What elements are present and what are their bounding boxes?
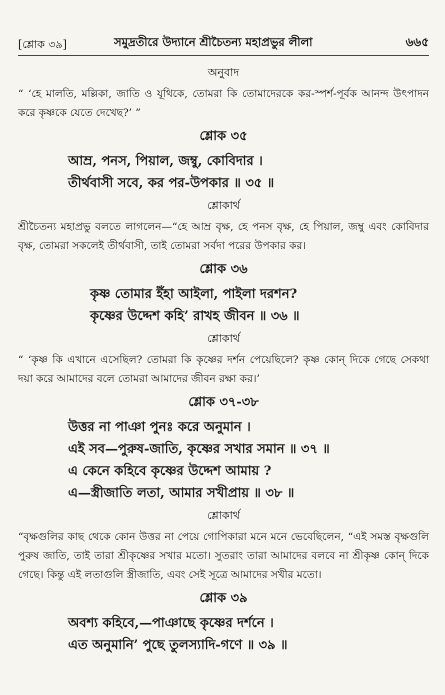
verse-heading: শ্লোক ৩৯ — [199, 591, 248, 606]
page-header — [18, 34, 429, 52]
section-label: শ্লোকার্থ — [207, 199, 240, 212]
page-number: ৬৬৫ — [405, 35, 429, 49]
translation-paragraph: শ্রীচৈতন্য মহাপ্রভু বলতে লাগলেন—“হে আম্র বৃক্ষ, হে পনস বৃক্ষ, হে পিয়াল, জম্বু এবং কোবিদার বৃক্ষ, তোমরা সকলেই তীর্থবাসী, তাই তোমরা সর্বদা পরের উপকার কর। — [18, 221, 429, 252]
translation-paragraph: “ ‘হে মালতি, মল্লিকা, জাতি ও যূথিকে, তোমরা কি তোমাদেরকে কর-স্পর্শ-পূর্বক আনন্দ উৎপাদন করে কৃষ্ণকে যেতে দেখেছ?’ ” — [18, 88, 429, 119]
section-label: অনুবাদ — [207, 66, 240, 79]
verse-line: এত অনুমানি’ পুছে তুলস্যাদি-গণে ॥ ৩৯ ॥ — [68, 638, 288, 653]
verse-line: তীর্থবাসী সবে, কর পর-উপকার ॥ ৩৫ ॥ — [68, 176, 275, 191]
verse-line: অবশ্য কহিবে,—পাঞাছে কৃষ্ণের দর্শনে । — [68, 616, 274, 631]
verse-line: উত্তর না পাঞা পুনঃ করে অনুমান । — [68, 420, 251, 435]
verse-heading: শ্লোক ৩৫ — [199, 129, 248, 144]
verse-heading: শ্লোক ৩৬ — [199, 262, 248, 277]
verse-line: কৃষ্ণ তোমার ইঁহা আইলা, পাইলা দরশন? — [90, 287, 298, 302]
translation-paragraph: “বৃক্ষগুলির কাছ থেকে কোন উত্তর না পেয়ে গোপিকারা মনে মনে ভেবেছিলেন, “এই সমস্ত বৃক্ষগুলি পুরুষ জাতি, তাই তারা শ্রীকৃষ্ণের সখার মতো। সুতরাং তারা আমাদের বলবে না শ্রীকৃষ্ণ কোন্ দিকে গেছে। কিন্তু এই লতাগুলি স্ত্রীজাতি, এবং সেই সূত্রে আমাদের সখীর মতো। — [18, 531, 429, 581]
section-label: শ্লোকার্থ — [207, 509, 240, 522]
verse-heading: শ্লোক ৩৭-৩৮ — [188, 395, 259, 410]
verse-line: এ কেনে কহিবে কৃষ্ণের উদ্দেশ আমায় ? — [68, 464, 272, 479]
section-label: শ্লোকার্থ — [207, 332, 240, 345]
running-title: সমুদ্রতীরে উদ্যানে শ্রীচৈতন্য মহাপ্রভুর লীলা — [114, 35, 313, 49]
verse-line: এ—স্ত্রীজাতি লতা, আমার সখীপ্রায় ॥ ৩৮ ॥ — [68, 486, 295, 501]
verse-reference: [শ্লোক ৩৯] — [18, 38, 67, 51]
verse-line: আম্র, পনস, পিয়াল, জম্বু, কোবিদার । — [68, 154, 263, 169]
page-content — [18, 62, 429, 657]
verse-line: এই সব—পুরুষ-জাতি, কৃষ্ণের সখার সমান ॥ ৩৭ ॥ — [68, 442, 330, 457]
verse-line: কৃষ্ণের উদ্দেশ কহি’ রাখহ জীবন ॥ ৩৬ ॥ — [90, 309, 300, 324]
translation-paragraph: “ ‘কৃষ্ণ কি এখানে এসেছিল? তোমরা কি কৃষ্ণের দর্শন পেয়েছিলে? কৃষ্ণ কোন্ দিকে গেছে সেকথা দয়া করে আমাদের বলে তোমরা আমাদের জীবন রক্ষা কর।’ — [18, 354, 429, 385]
header-rule — [18, 55, 429, 56]
